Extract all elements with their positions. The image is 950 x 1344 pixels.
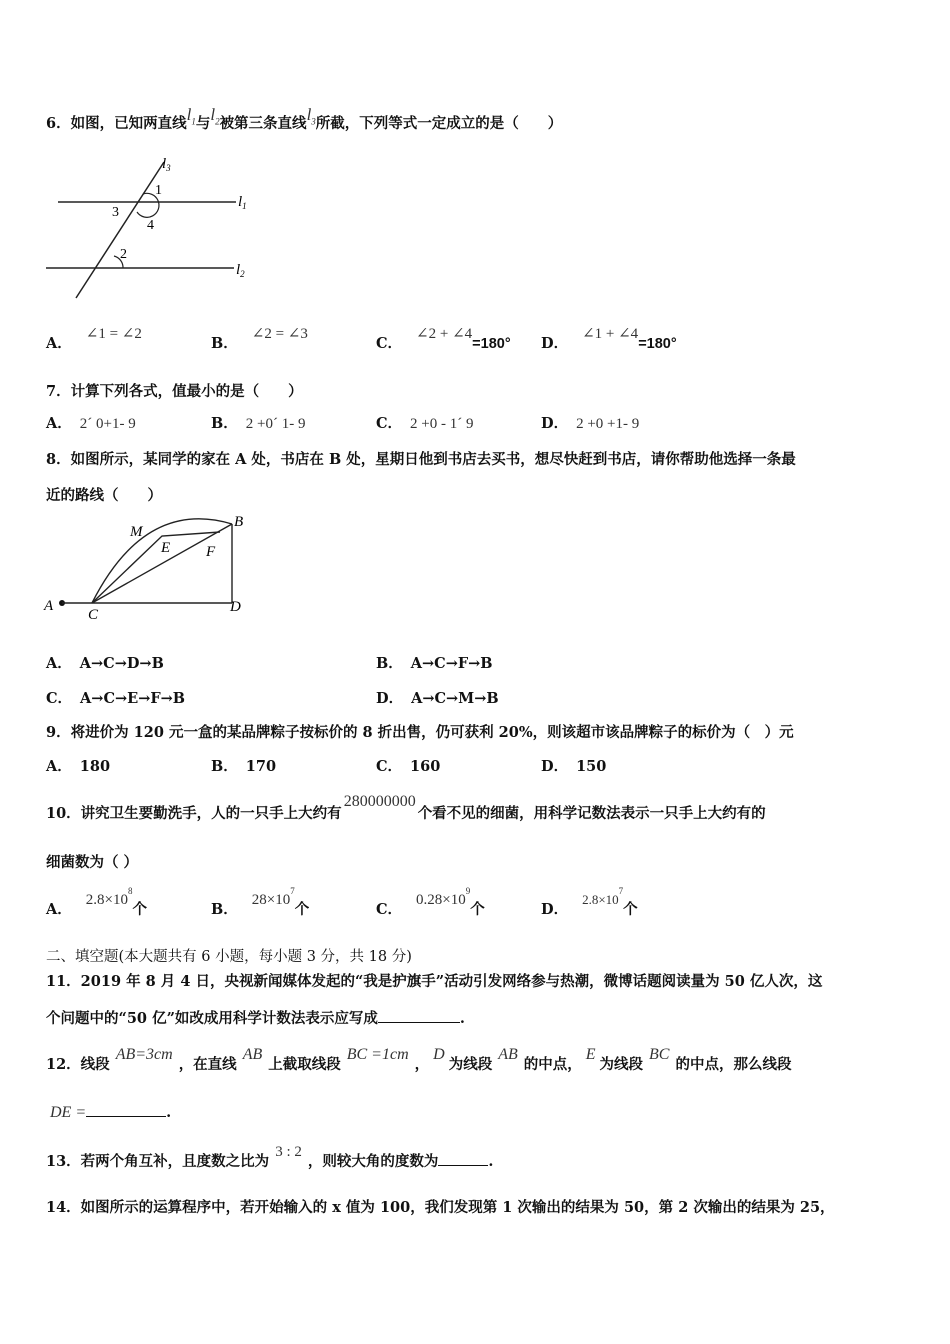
q8-option-d: D． A→C→M→B <box>376 690 499 707</box>
q8-option-a: A． A→C→D→B <box>46 655 164 672</box>
q6-text-c: 被第三条直线 <box>219 115 307 132</box>
q6-text-d: 所截，下列等式一定成立的是（ ） <box>315 115 563 132</box>
q12-stem-line2: DE = . <box>50 1104 172 1121</box>
label-m: M <box>130 524 143 540</box>
q6-option-a: A．∠1 = ∠2 <box>46 326 142 352</box>
angle-label-2: 2 <box>120 247 127 262</box>
label-c: C <box>88 607 99 623</box>
q8-option-b: B． A→C→F→B <box>376 655 493 672</box>
q7-option-b: B． 2 +0´ 1- 9 <box>211 415 306 432</box>
q6-option-c: C．∠2 + ∠4=180° <box>376 326 511 352</box>
angle-label-3: 3 <box>112 205 119 220</box>
q13-answer-blank[interactable] <box>438 1151 488 1166</box>
q9-option-c: C． 160 <box>376 758 441 775</box>
q6-option-b: B．∠2 = ∠3 <box>211 326 308 352</box>
section-2-title: 二、填空题(本大题共有 6 小题，每小题 3 分，共 18 分) <box>46 949 412 965</box>
label-d: D <box>230 599 241 615</box>
label-l2: $l_2$ <box>236 262 245 279</box>
q6-l3-symbol: $l_3$ <box>306 105 316 127</box>
q11-stem-line1: 11．2019 年 8 月 4 日，央视新闻媒体发起的“我是护旗手”活动引发网络参与热潮，微博话题阅读量为 50 亿人次，这 <box>46 973 823 990</box>
label-f: F <box>206 544 216 560</box>
q6-text-b: 与 <box>195 115 211 132</box>
q13-stem: 13．若两个角互补，且度数之比为3 : 2，则较大角的度数为 . <box>46 1144 494 1170</box>
q10-option-d: D．$2.8\times 10^7$个 <box>541 886 638 918</box>
label-a: A <box>44 598 54 614</box>
q10-number: 280000000 <box>343 793 416 810</box>
q9-option-a: A． 180 <box>46 758 111 775</box>
q10-option-c: C．$0.28\times 10^9$个 <box>376 886 485 918</box>
q8-option-c: C． A→C→E→F→B <box>46 690 186 707</box>
label-l1: $l_1$ <box>238 194 247 211</box>
q9-option-b: B． 170 <box>211 758 277 775</box>
q8-stem-line2: 近的路线（ ） <box>46 487 162 504</box>
q10-option-a: A．$2.8\times 10^8$个 <box>46 886 147 918</box>
label-b: B <box>234 514 244 530</box>
q6-figure <box>40 150 270 305</box>
q6-l1-symbol: $l_1$ <box>186 105 196 127</box>
q10-stem-line1: 10．讲究卫生要勤洗手，人的一只手上大约有280000000个看不见的细菌，用科学记数法表示一只手上大约有的 <box>46 793 766 822</box>
angle-label-1: 1 <box>155 183 162 198</box>
q10-option-b: B．$28\times 10^7$个 <box>211 886 310 918</box>
q7-option-c: C． 2 +0 - 1´ 9 <box>376 415 474 432</box>
angle-label-4: 4 <box>147 218 154 233</box>
q7-stem: 7．计算下列各式，值最小的是（ ） <box>46 383 303 400</box>
q9-stem: 9．将进价为 120 元一盒的某品牌粽子按标价的 8 折出售，仍可获利 20%，则该超市该品牌粽子的标价为（ ）元 <box>46 724 794 741</box>
q12-stem-line1: 12．线段AB=3cm，在直线AB上截取线段BC =1cm，D为线段AB的中点，E为线段BC的中点，那么线段 <box>46 1046 792 1073</box>
label-e: E <box>161 540 171 556</box>
q7-option-a: A． 2´ 0+1- 9 <box>46 415 136 432</box>
q6-option-d: D．∠1 + ∠4=180° <box>541 326 677 352</box>
q14-stem: 14．如图所示的运算程序中，若开始输入的 x 值为 100，我们发现第 1 次输出的结果为 50，第 2 次输出的结果为 25， <box>46 1199 835 1216</box>
q9-option-d: D． 150 <box>541 758 607 775</box>
q6-stem <box>46 105 563 134</box>
q8-figure <box>40 508 260 623</box>
label-l3: $l_3$ <box>162 156 171 173</box>
q10-stem-line2: 细菌数为（ ） <box>46 854 139 871</box>
q6-l2-symbol: $l_2$ <box>210 105 220 127</box>
q8-stem-line1: 8．如图所示，某同学的家在 A 处，书店在 B 处，星期日他到书店去买书，想尽快赶到书店，请你帮助他选择一条最 <box>46 451 796 468</box>
q6-text-a: 6．如图，已知两直线 <box>46 115 187 132</box>
q11-answer-blank[interactable] <box>378 1008 460 1023</box>
q12-answer-blank[interactable] <box>86 1102 166 1117</box>
q7-option-d: D． 2 +0 +1- 9 <box>541 415 640 432</box>
q11-stem-line2: 个问题中的“50 亿”如改成用科学计数法表示应写成 . <box>46 1010 465 1027</box>
